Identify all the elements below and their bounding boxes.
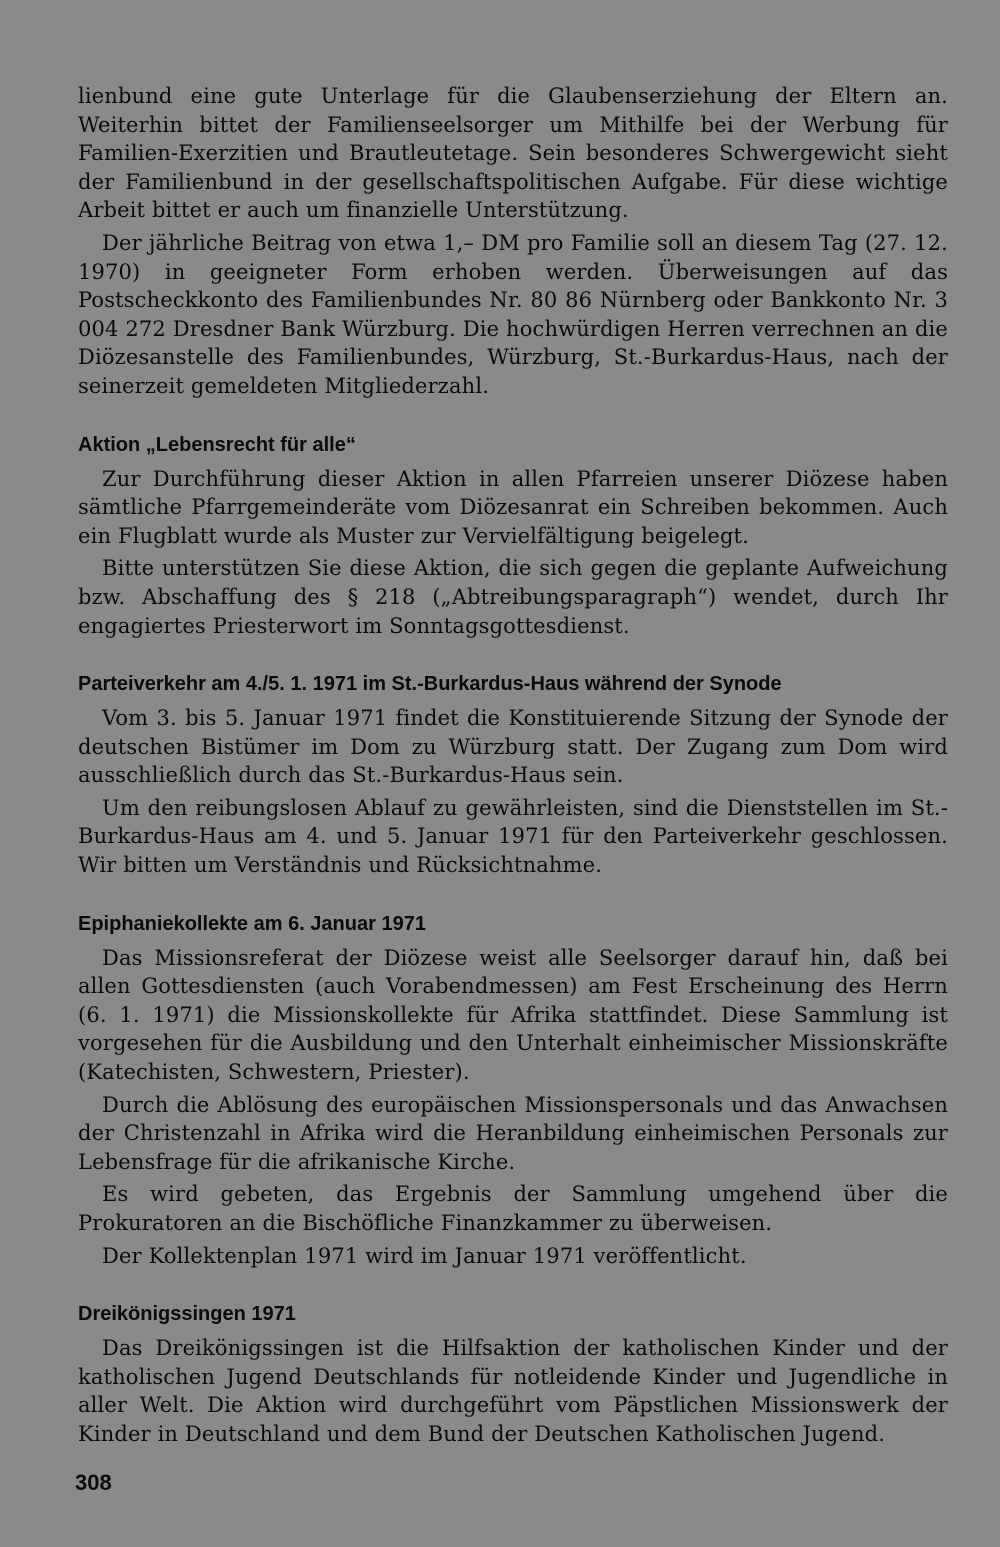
section-paragraph: Das Dreikönigssingen ist die Hilfsaktion der katholischen Kinder und der katholischen Jugend Deutschlands für notleidende Kinder und Jugendliche in aller Welt. Die Aktion wird durchgeführt vom Päpstlichen Missionswerk der Kinder in Deutschland und dem Bund der Deutschen Katholischen Jugend.: [78, 1336, 948, 1446]
page-number: 308: [75, 1470, 112, 1495]
section-paragraph: Durch die Ablösung des europäischen Missionspersonals und das Anwachsen der Christenzahl in Afrika wird die Heranbildung einheimischen Personals zur Lebensfrage für die afrikanische Kirche.: [78, 1092, 948, 1174]
section-heading: Dreikönigssingen 1971: [78, 1303, 296, 1326]
section-heading: Epiphaniekollekte am 6. Januar 1971: [78, 912, 426, 935]
intro-paragraph: lienbund eine gute Unterlage für die Glaubenserziehung der Eltern an. Weiterhin bittet der Familienseelsorger um Mithilfe bei der Werbung für Familien-Exerzitien und Brautleutetage. Sein besonderes Schwergewicht sieht der Familienbund in der gesellschaftspolitischen Aufgabe. Für diese wichtige Arbeit bittet er auch um finanzielle Unterstützung.: [78, 84, 948, 223]
section-paragraph: Der Kollektenplan 1971 wird im Januar 1971 veröffentlicht.: [102, 1243, 747, 1268]
section-paragraph: Vom 3. bis 5. Januar 1971 findet die Konstituierende Sitzung der Synode der deutschen Bistümer im Dom zu Würzburg statt. Der Zugang zum Dom wird ausschließlich durch das St.-Burkardus-Haus sein.: [78, 706, 948, 788]
section-paragraph: Das Missionsreferat der Diözese weist alle Seelsorger darauf hin, daß bei allen Gottesdiensten (auch Vorabendmessen) am Fest Erscheinung des Herrn (6. 1. 1971) die Missionskollekte für Afrika stattfindet. Diese Sammlung ist vorgesehen für die Ausbildung und den Unterhalt einheimischer Missionskräfte (Katechisten, Schwestern, Priester).: [78, 945, 948, 1085]
section-paragraph: Bitte unterstützen Sie diese Aktion, die sich gegen die geplante Aufweichung bzw. Abschaffung des § 218 („Abtreibungsparagraph“) wendet, durch Ihr engagiertes Priesterwort im Sonntagsgottesdienst.: [78, 556, 948, 638]
section-paragraph: Um den reibungslosen Ablauf zu gewährleisten, sind die Dienststellen im St.-Burkardus-Haus am 4. und 5. Januar 1971 für den Parteiverkehr geschlossen. Wir bitten um Verständnis und Rücksichtnahme.: [78, 795, 948, 878]
section-heading: Aktion „Lebensrecht für alle“: [78, 433, 356, 456]
intro-paragraph: Der jährliche Beitrag von etwa 1,– DM pro Familie soll an diesem Tag (27. 12. 1970) in geeigneter Form erhoben werden. Überweisungen auf das Postscheckkonto des Familienbundes Nr. 80 86 Nürnberg oder Bankkonto Nr. 3 004 272 Dresdner Bank Würzburg. Die hochwürdigen Herren verrechnen an die Diözesanstelle des Familienbundes, Würzburg, St.-Burkardus-Haus, nach der seinerzeit gemeldeten Mitgliederzahl.: [78, 230, 948, 398]
section-paragraph: Es wird gebeten, das Ergebnis der Sammlung umgehend über die Prokuratoren an die Bischöfliche Finanzkammer zu überweisen.: [78, 1182, 948, 1235]
section-heading: Parteiverkehr am 4./5. 1. 1971 im St.-Burkardus-Haus während der Synode: [78, 673, 782, 696]
section-paragraph: Zur Durchführung dieser Aktion in allen Pfarreien unserer Diözese haben sämtliche Pfarrgemeinderäte vom Diözesanrat ein Schreiben bekommen. Auch ein Flugblatt wurde als Muster zur Vervielfältigung beigelegt.: [78, 466, 948, 548]
